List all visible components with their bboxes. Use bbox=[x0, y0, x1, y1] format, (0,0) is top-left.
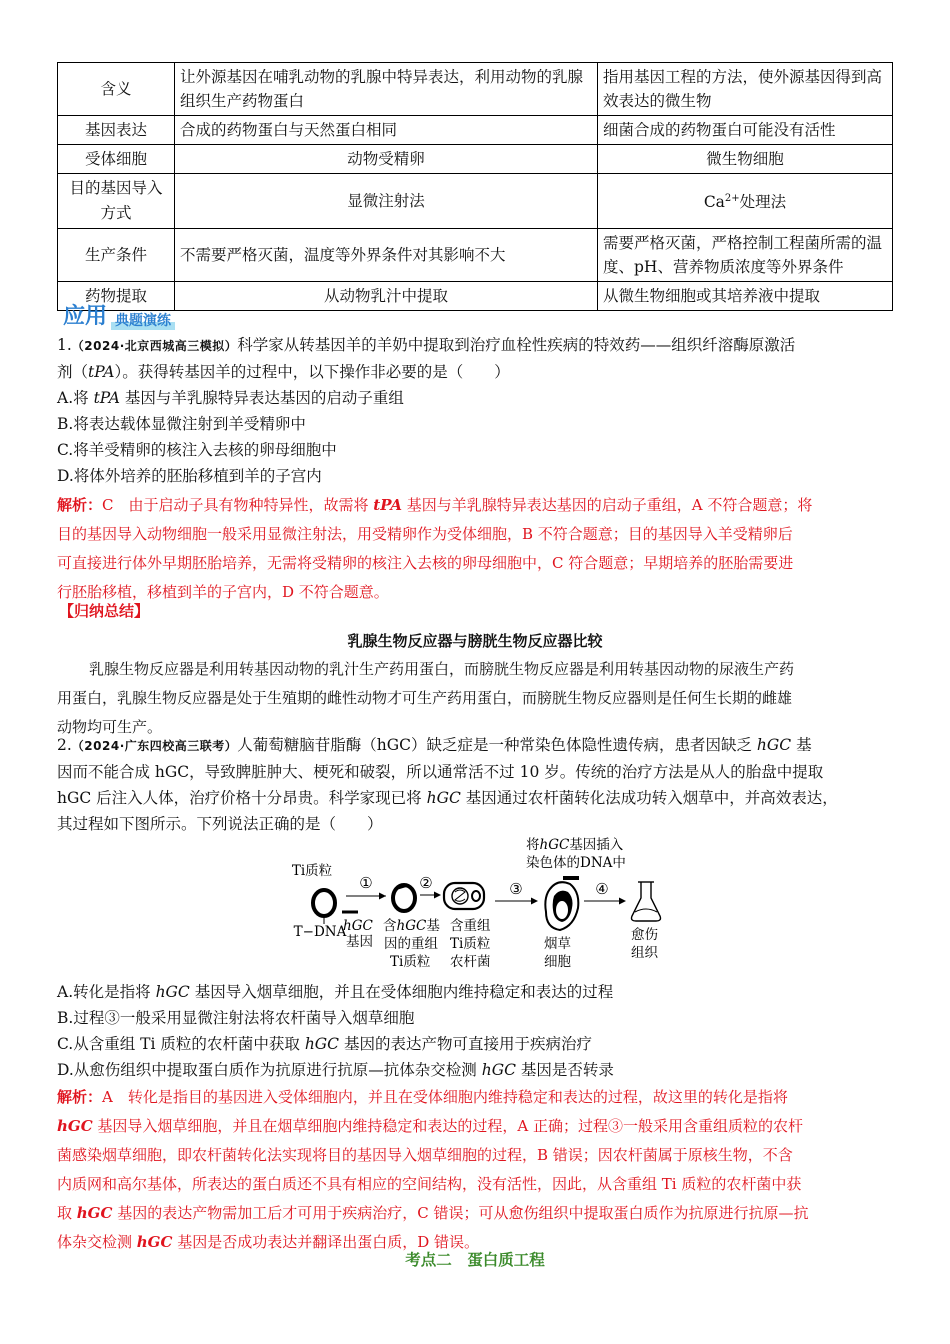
q2-option-b: B.过程③一般采用显微注射法将农杆菌导入烟草细胞 bbox=[57, 1009, 415, 1027]
agrobacterium-plasmid bbox=[472, 891, 480, 901]
tpa-term: tPA bbox=[93, 389, 120, 407]
step-1-marker: ① bbox=[359, 874, 373, 892]
q1-option-a bbox=[57, 385, 893, 411]
chromosome-coil bbox=[455, 890, 465, 901]
recombinant-label-3: Ti质粒 bbox=[390, 954, 431, 970]
apply-title: 应用 bbox=[63, 304, 108, 329]
arrow-1-head bbox=[379, 893, 386, 900]
agro-label-2: Ti质粒 bbox=[450, 936, 491, 952]
text: A.将 bbox=[57, 389, 94, 407]
text: 将 bbox=[526, 837, 540, 853]
recombinant-label-2: 因的重组 bbox=[384, 936, 438, 952]
hgc-term: hGC bbox=[76, 1204, 113, 1222]
text: C 由于启动子具有物种特异性，故需将 bbox=[102, 496, 374, 514]
callus-label-1: 愈伤 bbox=[631, 927, 658, 943]
table-cell: 让外源基因在哺乳动物的乳腺中特异表达，利用动物的乳腺组织生产药物蛋白 bbox=[175, 63, 598, 116]
recombinant-plasmid-ring bbox=[393, 885, 415, 911]
q1-stem-line-1 bbox=[57, 332, 893, 359]
table-row bbox=[58, 116, 893, 145]
hgc-term: hGC bbox=[396, 918, 427, 934]
table-cell: 细菌合成的药物蛋白可能没有活性 bbox=[598, 116, 893, 145]
hgc-term: hGC bbox=[539, 837, 570, 853]
hgc-gene-label: 基因 bbox=[346, 934, 373, 950]
step-3-marker: ③ bbox=[509, 880, 523, 898]
q2-option-c bbox=[57, 1031, 893, 1057]
q2-answer-line-1 bbox=[57, 1083, 893, 1112]
text: 人葡萄糖脑苷脂酶（hGC）缺乏症是一种常染色体隐性遗传病，患者因缺乏 bbox=[237, 736, 757, 754]
q2-answer bbox=[57, 1083, 893, 1257]
culture-flask bbox=[632, 882, 661, 921]
q1-option-b: B.将表达载体显微注射到羊受精卵中 bbox=[57, 415, 306, 433]
text: 体杂交检测 bbox=[57, 1233, 137, 1251]
text: 基因导入烟草细胞，并且在受体细胞内维持稳定和表达的过程 bbox=[189, 983, 614, 1001]
row-header: 含义 bbox=[58, 63, 175, 116]
table-row bbox=[58, 282, 893, 311]
q1-answer-line-2: 目的基因导入动物细胞一般采用显微注射法，用受精卵作为受体细胞，B 不符合题意；目的基因导入羊受精卵后 bbox=[57, 525, 793, 543]
comparison-table bbox=[57, 62, 893, 311]
text: A.转化是指将 bbox=[57, 983, 156, 1001]
q2-number: 2. bbox=[57, 736, 72, 754]
apply-subtitle: 典题演练 bbox=[111, 310, 175, 330]
q2-options bbox=[57, 979, 893, 1083]
table-row bbox=[58, 229, 893, 282]
text: hGC 后注入人体，治疗价格十分昂贵。科学家现已将 bbox=[57, 789, 427, 807]
table-cell: 从动物乳汁中提取 bbox=[175, 282, 598, 311]
q2-answer-line-4: 内质网和高尔基体，所表达的蛋白质还不具有相应的空间结构，没有活性，因此，从含重组 Ti 质粒的农杆菌中获 bbox=[57, 1175, 802, 1193]
insert-label-2: 染色体的DNA中 bbox=[526, 855, 626, 871]
q2-option-d bbox=[57, 1057, 893, 1083]
step-4-marker: ④ bbox=[595, 880, 609, 898]
hgc-term: hGC bbox=[756, 736, 792, 754]
summary-body bbox=[57, 655, 893, 742]
ti-plasmid-label: Ti质粒 bbox=[291, 863, 333, 879]
text: 基因是否成功表达并翻译出蛋白质，D 错误。 bbox=[172, 1233, 480, 1251]
row-header: 生产条件 bbox=[58, 229, 175, 282]
table-row bbox=[58, 174, 893, 229]
table-cell: 需要严格灭菌，严格控制工程菌所需的温度、pH、营养物质浓度等外界条件 bbox=[598, 229, 893, 282]
q2-answer-line-2 bbox=[57, 1112, 893, 1141]
q2-answer-line-3: 菌感染烟草细胞，即农杆菌转化法实现将目的基因导入烟草细胞的过程，B 错误；因农杆菌属于原核生物，不含 bbox=[57, 1146, 793, 1164]
q2-stem-line-3 bbox=[57, 785, 893, 811]
q1-option-d: D.将体外培养的胚胎移植到羊的子宫内 bbox=[57, 467, 322, 485]
arrow-2-head bbox=[434, 892, 441, 899]
text: 基因通过农杆菌转化法成功转入烟草中，并高效表达， bbox=[460, 789, 838, 807]
arrow-3-head bbox=[531, 898, 538, 905]
table-cell: 不需要严格灭菌，温度等外界条件对其影响不大 bbox=[175, 229, 598, 282]
hgc-term: hGC bbox=[481, 1061, 516, 1079]
question-1 bbox=[57, 332, 893, 489]
ca-method: 处理法 bbox=[739, 193, 787, 212]
text: ）。获得转基因羊的过程中，以下操作非必要的是（ ） bbox=[114, 363, 510, 381]
row-header: 基因表达 bbox=[58, 116, 175, 145]
tobacco-label-1: 烟草 bbox=[544, 936, 571, 952]
tpa-term: tPA bbox=[88, 363, 115, 381]
tdna-label: T−DNA bbox=[293, 924, 347, 940]
table-row bbox=[58, 63, 893, 116]
text: 基 bbox=[791, 736, 812, 754]
text: 基因与羊乳腺特异表达基因的启动子重组，A 不符合题意；将 bbox=[402, 496, 813, 514]
hgc-term: hGC bbox=[57, 1117, 93, 1135]
hgc-term: hGC bbox=[136, 1233, 173, 1251]
q2-source: （2024·广东四校高三联考） bbox=[71, 739, 238, 753]
table-cell: 从微生物细胞或其培养液中提取 bbox=[598, 282, 893, 311]
q2-option-a bbox=[57, 979, 893, 1005]
q1-answer-line-3: 可直接进行体外早期胚胎培养，无需将受精卵的核注入去核的卵母细胞中，C 符合题意；早期培养的胚胎需要进 bbox=[57, 554, 794, 572]
step-2-marker: ② bbox=[419, 874, 433, 892]
table-cell: 动物受精卵 bbox=[175, 145, 598, 174]
q2-stem-line-4: 其过程如下图所示。下列说法正确的是（ ） bbox=[57, 815, 383, 833]
text: 基因的表达产物需加工后才可用于疾病治疗，C 错误；可从愈伤组织中提取蛋白质作为抗原进行抗原—抗 bbox=[112, 1204, 809, 1222]
q1-answer-line-1 bbox=[57, 491, 893, 520]
row-header: 药物提取 bbox=[58, 282, 175, 311]
tobacco-cell-vacuole bbox=[556, 901, 568, 919]
ca-charge: 2+ bbox=[724, 193, 740, 205]
table-cell: 微生物细胞 bbox=[598, 145, 893, 174]
q1-stem-line-2 bbox=[57, 359, 893, 385]
q1-answer-line-4: 行胚胎移植，移植到羊的子宫内，D 不符合题意。 bbox=[57, 583, 389, 601]
summary-line-3: 动物均可生产。 bbox=[57, 718, 163, 736]
text: 基因是否转录 bbox=[515, 1061, 614, 1079]
row-header: 目的基因导入方式 bbox=[58, 174, 175, 229]
text: 基因导入烟草细胞，并且在烟草细胞内维持稳定和表达的过程，A 正确；过程③一般采用含重组质粒的农杆 bbox=[92, 1117, 804, 1135]
text: A 转化是指目的基因进入受体细胞内，并且在受体细胞内维持稳定和表达的过程，故这里的转化是指将 bbox=[102, 1088, 788, 1106]
section-heading: 考点二 蛋白质工程 bbox=[405, 1251, 545, 1269]
arrow-4-head bbox=[619, 898, 626, 905]
text: 基因与羊乳腺特异表达基因的启动子重组 bbox=[120, 389, 404, 407]
q1-option-c: C.将羊受精卵的核注入去核的卵母细胞中 bbox=[57, 441, 337, 459]
hgc-term: hGC bbox=[426, 789, 461, 807]
q1-stem: 科学家从转基因羊的羊奶中提取到治疗血栓性疾病的特效药——组织纤溶酶原激活 bbox=[237, 336, 796, 354]
hgc-term: hGC bbox=[155, 983, 190, 1001]
question-2 bbox=[57, 732, 893, 837]
agro-label-3: 农杆菌 bbox=[450, 954, 491, 970]
table-cell: 显微注射法 bbox=[175, 174, 598, 229]
callus-label-2: 组织 bbox=[631, 945, 658, 961]
text: C.从含重组 Ti 质粒的农杆菌中获取 bbox=[57, 1035, 305, 1053]
q1-answer bbox=[57, 491, 893, 607]
callus-surface bbox=[635, 909, 657, 912]
hgc-gene-italic: hGC bbox=[343, 918, 373, 934]
ca-symbol: Ca bbox=[703, 193, 725, 212]
row-header: 受体细胞 bbox=[58, 145, 175, 174]
table-cell: 合成的药物蛋白与天然蛋白相同 bbox=[175, 116, 598, 145]
ti-plasmid-ring bbox=[313, 890, 335, 916]
summary-tag: 【归纳总结】 bbox=[59, 602, 150, 620]
summary-line-2: 用蛋白，乳腺生物反应器是处于生殖期的雌性动物才可生产药用蛋白，而膀胱生物反应器则是任何生长期的雌雄 bbox=[57, 689, 793, 707]
insert-label-1 bbox=[526, 836, 624, 853]
table-cell bbox=[598, 174, 893, 229]
transformation-diagram bbox=[280, 832, 680, 977]
q2-stem-line-1 bbox=[57, 732, 893, 759]
q1-source: （2024·北京西城高三模拟） bbox=[71, 339, 238, 353]
text: 基 bbox=[426, 918, 440, 934]
text: 基因插入 bbox=[569, 837, 624, 853]
agrobacterium-cell bbox=[444, 883, 484, 909]
summary-line-1: 乳腺生物反应器是利用转基因动物的乳汁生产药用蛋白，而膀胱生物反应器是利用转基因动物的尿液生产药 bbox=[89, 660, 795, 678]
answer-label: 解析： bbox=[57, 496, 103, 514]
table-cell: 指用基因工程的方法，使外源基因得到高效表达的微生物 bbox=[598, 63, 893, 116]
text: D.从愈伤组织中提取蛋白质作为抗原进行抗原—抗体杂交检测 bbox=[57, 1061, 482, 1079]
tobacco-label-2: 细胞 bbox=[544, 954, 571, 970]
text: 基因的表达产物可直接用于疾病治疗 bbox=[339, 1035, 592, 1053]
tpa-term: tPA bbox=[373, 496, 403, 514]
hgc-term: hGC bbox=[304, 1035, 340, 1053]
text: 剂（ bbox=[57, 363, 89, 381]
agro-label-1: 含重组 bbox=[450, 918, 491, 934]
q1-number: 1. bbox=[57, 336, 72, 354]
recombinant-label-1 bbox=[383, 918, 440, 934]
text: 取 bbox=[57, 1204, 77, 1222]
table-row bbox=[58, 145, 893, 174]
answer-label: 解析： bbox=[57, 1088, 103, 1106]
apply-section-header bbox=[63, 300, 175, 330]
summary-title: 乳腺生物反应器与膀胱生物反应器比较 bbox=[347, 632, 603, 650]
q2-stem-line-2: 因而不能合成 hGC，导致脾脏肿大、梗死和破裂，所以通常活不过 10 岁。传统的治疗方法是从人的胎盘中提取 bbox=[57, 763, 824, 781]
text: 含 bbox=[383, 918, 397, 934]
q2-answer-line-5 bbox=[57, 1199, 893, 1228]
